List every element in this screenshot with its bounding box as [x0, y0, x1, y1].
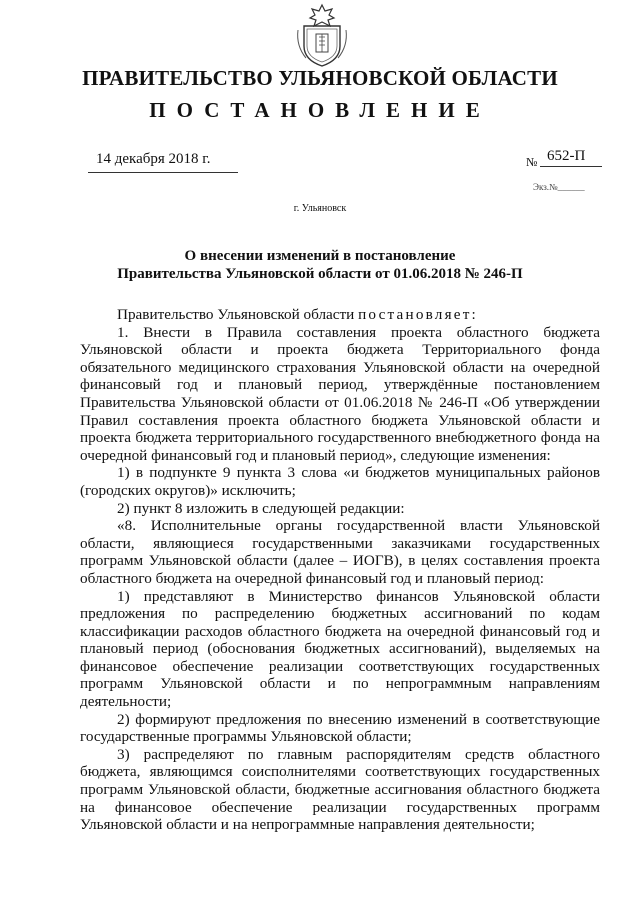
- document-subject: [60, 247, 580, 283]
- preamble: [80, 306, 600, 324]
- subject-line-1: О внесении изменений в постановление: [184, 248, 456, 264]
- paragraph-point-8: «8. Исполнительные органы государственной власти Ульяновской области, являющиеся государственными заказчиками государственных программ Ульяновской области (далее – ИОГВ), в целях составления проекта областного бюджета на очередной финансовый год и плановый период:: [80, 517, 600, 587]
- number-underline: [540, 166, 602, 167]
- preamble-end: :: [471, 306, 476, 323]
- date-underline: [88, 172, 238, 173]
- paragraph-1: 1. Внести в Правила составления проекта областного бюджета Ульяновской области и проекта бюджета Территориального фонда обязательного медицинского страхования Ульяновской области на очередной финансовый год и плановый период, утверждённые постановлением Правительства Ульяновской области от 01.06.2018 № 246-П «Об утверждении Правил составления проекта областного бюджета Ульяновской области и проекта бюджета территориального государственного внебюджетного фонда на очередной финансовый год и плановый период», следующие изменения:: [80, 323, 600, 464]
- coat-of-arms-emblem: [294, 2, 350, 68]
- document-date: 14 декабря 2018 г.: [96, 151, 211, 167]
- subject-line-2: Правительства Ульяновской области от 01.06.2018 № 246-П: [117, 266, 523, 282]
- city-label: г. Ульяновск: [293, 203, 347, 214]
- paragraph-1-2: 2) пункт 8 изложить в следующей редакции:: [117, 499, 405, 517]
- copy-number-label: Экз.№______: [533, 182, 585, 192]
- document-number-label: №: [526, 155, 538, 169]
- paragraph-1-1: 1) в подпункте 9 пункта 3 слова «и бюджетов муниципальных районов (городских округов)» исключить;: [80, 464, 600, 499]
- preamble-lead: Правительство Ульяновской области: [117, 306, 359, 323]
- paragraph-point-8-2: 2) формируют предложения по внесению изменений в соответствующие государственные программы Ульяновской области;: [80, 710, 600, 746]
- document-body: [80, 306, 600, 834]
- paragraph-point-8-3: 3) распределяют по главным распорядителям средств областного бюджета, являющимся соисполнителями соответствующих государственных программ Ульяновской области, бюджетные ассигнования областного бюджета на финансовое обеспечение реализации государственных программ Ульяновской области и на непрограммные направления деятельности;: [80, 745, 600, 834]
- paragraph-point-8-1: 1) представляют в Министерство финансов Ульяновской области предложения по распределению бюджетных ассигнований по кодам классификации расходов областного бюджета на очередной финансовый год и плановый период (обоснования бюджетных ассигнований), выделяемых на финансовое обеспечение реализации соответствующих государственных программ Ульяновской области и по непрограммным направлениям деятельности;: [80, 587, 600, 711]
- document-number: 652-П: [547, 148, 586, 164]
- preamble-decree-word: постановляет: [358, 306, 472, 323]
- document-type-title: ПОСТАНОВЛЕНИЕ: [149, 98, 491, 122]
- government-title: ПРАВИТЕЛЬСТВО УЛЬЯНОВСКОЙ ОБЛАСТИ: [82, 66, 558, 90]
